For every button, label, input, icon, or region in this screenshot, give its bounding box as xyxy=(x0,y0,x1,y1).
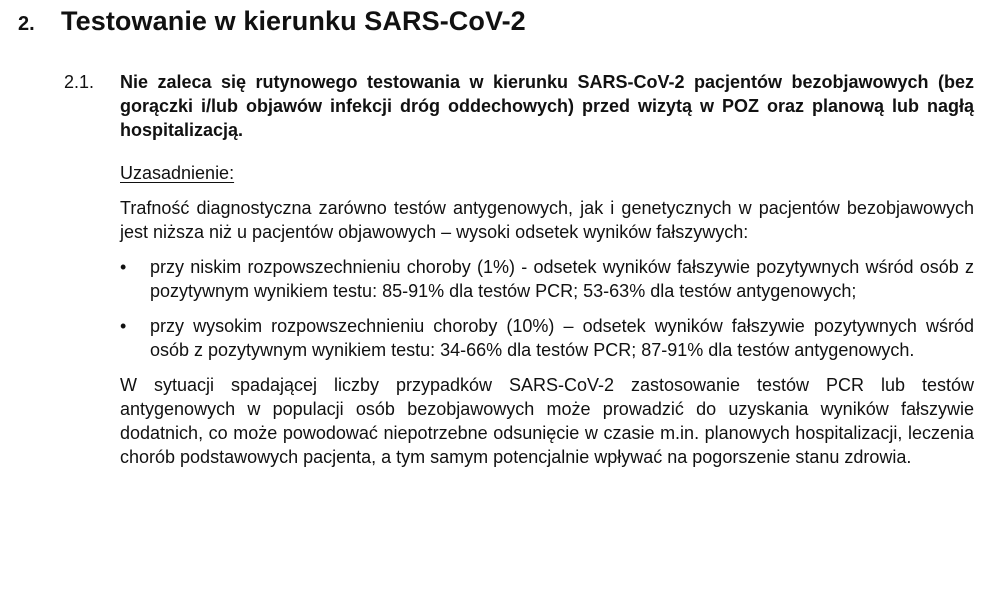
bullet-icon: • xyxy=(120,316,127,336)
justification-label: Uzasadnienie: xyxy=(120,163,235,183)
section-title: Testowanie w kierunku SARS-CoV-2 xyxy=(61,6,526,36)
section-heading xyxy=(18,6,526,37)
closing-paragraph: W sytuacji spadającej liczby przypadków SARS-CoV-2 zastosowanie testów PCR lub testów antygenowych w populacji osób bezobjawowych może prowadzić do uzyskania wyników fałszywie dodatnich, co może powodować niepotrzebne odsunięcie w czasie m.in. planowych hospitalizacji, leczenia chorób podstawowych pacjenta, a tym samym potencjalnie wpływać na pogorszenie stanu zdrowia. xyxy=(120,375,974,467)
section-number: 2. xyxy=(18,13,35,35)
list-item xyxy=(120,255,974,303)
bullet-list xyxy=(120,255,974,362)
subsection-content xyxy=(120,70,974,469)
bullet-text: przy wysokim rozpowszechnieniu choroby (10%) – odsetek wyników fałszywie pozytywnych wśród osób z pozytywnym wynikiem testu: 34-66% dla testów PCR; 87-91% dla testów antygenowych. xyxy=(150,316,974,360)
list-item xyxy=(120,314,974,362)
bullet-icon: • xyxy=(120,257,127,277)
bullet-text: przy niskim rozpowszechnieniu choroby (1%) - odsetek wyników fałszywie pozytywnych wśród osób z pozytywnym wynikiem testu: 85-91% dla testów PCR; 53-63% dla testów antygenowych; xyxy=(150,257,974,301)
intro-paragraph: Trafność diagnostyczna zarówno testów antygenowych, jak i genetycznych w pacjentów bezobjawowych jest niższa niż u pacjentów objawowych – wysoki odsetek wyników fałszywych: xyxy=(120,198,974,242)
subsection-number: 2.1. xyxy=(64,72,95,92)
recommendation-text: Nie zaleca się rutynowego testowania w kierunku SARS-CoV-2 pacjentów bezobjawowych (bez gorączki i/lub objawów infekcji dróg oddechowych) przed wizytą w POZ oraz planową lub nagłą hospitalizacją. xyxy=(120,72,974,140)
